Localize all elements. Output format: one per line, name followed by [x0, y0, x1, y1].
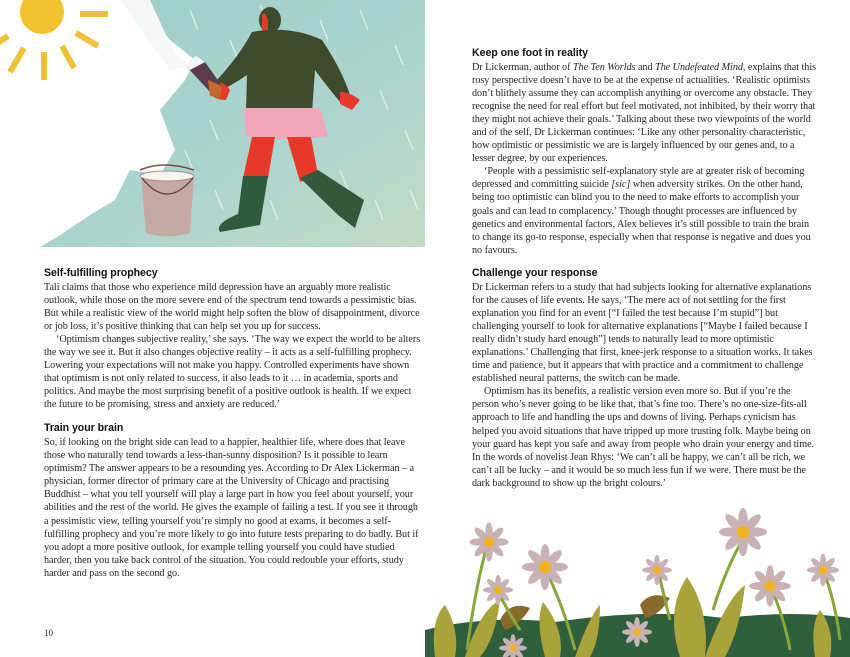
top-illustration: [0, 0, 425, 247]
paragraph: ‘Optimism changes subjective reality,’ she says. ‘The way we expect the world to be alters the way we see it. But it also changes objective reality – it acts as a self-fulfilling prophecy. Lowering your expectations will not make you happy. Controlled experiments have shown that optimism is not only related to success, it also leads to it … in academia, sports and politics. And maybe the most surprising benefit of a positive outlook is health. If we expect the future to be promising, stress and anxiety are reduced.’: [44, 333, 421, 411]
paragraph: So, if looking on the bright side can lead to a happier, healthier life, where does that leave those who naturally tend towards a less-than-sunny disposition? Is it possible to learn optimism? The answer appears to be a resounding yes. According to Dr Alex Lickerman – a physician, former director of primary care at the University of Chicago and practising Buddhist – what you tell yourself will play a large part in how you feel about yourself, your abilities and the rest of the world. He gives the example of failing a test. If you see it through a pessimistic view, telling yourself you’re simply no good at exams, it becomes a self-fulfilling prophecy and you’re more likely to go into future tests preparing to do badly. But if you adopt a more positive outlook, for example telling yourself you could have studied harder, then you take back control of the situation. You could redouble your efforts, study harder and pass on the second go.: [44, 436, 419, 579]
daisy-flower-icon: [719, 508, 767, 556]
text-run: and: [635, 61, 656, 73]
daisy-flower-icon: [622, 617, 652, 647]
daisy-flower-icon: [642, 555, 672, 585]
text-run: , explains that this rosy perspective doesn’t have to be at the expense of actualities. ‘Realistic optimists don’t blithely assume they can accomplish anything or overcome any obstacle. They recognise the need for real effort but feel motivated, not inhibited, by their worry that they might not achieve their goals.’ Talking about these two viewpoints of the world and of the self, Dr Lickerman continues: ‘Like any other personality characteristic, how optimistic or pessimistic we are is largely influenced by our genes and, to a lesser degree, by our experiences.: [472, 61, 817, 165]
text-run: Dr Lickerman, author of: [472, 61, 573, 73]
paragraph: [472, 165, 818, 257]
right-column-lower: [472, 267, 818, 501]
book-title: The Undefeated Mind: [655, 61, 743, 73]
text-run: ‘People with a pessimistic self-explanatory style are at greater risk of becoming depressed and committing suicide: [472, 166, 805, 191]
left-column: [44, 267, 424, 591]
text-run: when adversity strikes. On the other hand, being too optimistic can blind you to the need to make efforts to accomplish your goals and can lead to complacency.’ Though thought processes are influenced by genetics and environmental factors, Alex believes it’s still possible to train the brain to change its go-to response, especially when that response is negative and does you no favours.: [472, 179, 811, 256]
right-column-upper: [472, 47, 818, 268]
section-heading: Self-fulfilling prophecy: [44, 267, 158, 279]
daisy-flower-icon: [469, 522, 508, 561]
section-train-your-brain: [44, 422, 424, 580]
daisies-illustration: [425, 490, 850, 657]
paint-bucket-icon: [140, 165, 194, 237]
paragraph: Dr Lickerman refers to a study that had subjects looking for alternative explanations for the causes of life events. He says, ‘The mere act of not settling for the first explanation you find for an event [“I failed the test because I’m stupid”] but challenging yourself to look for alternative explanations [“Maybe I failed because I really didn’t study hard enough”] tends to naturally lead to more optimistic explanations.’ Challenging that first, knee-jerk response to a situation works. It takes time and patience, but it appears that with practice and a commitment to challenge established neural patterns, the switch can be made.: [472, 281, 813, 385]
daisy-flower-icon: [522, 544, 568, 590]
section-heading: Keep one foot in reality: [472, 47, 588, 59]
paragraph: Tali claims that those who experience mild depression have an arguably more realistic outlook, while those on the more severe end of the spectrum tend towards a pessimistic bias. But while a realistic view of the world might help soften the blow of disappointment, divorce or job loss, it’s positive thinking that can help set you up for success.: [44, 281, 420, 332]
section-challenge-your-response: [472, 267, 818, 490]
section-heading: Train your brain: [44, 422, 124, 435]
sic-note: [sic]: [611, 179, 631, 191]
book-title: The Ten Worlds: [572, 61, 636, 73]
bottom-illustration: [425, 490, 850, 657]
rain-painting-illustration: [0, 0, 425, 247]
section-self-fulfilling-prophecy: [44, 267, 424, 411]
daisy-flower-icon: [807, 554, 839, 586]
section-heading: Challenge your response: [472, 267, 598, 279]
daisy-flower-icon: [483, 575, 513, 605]
paragraph: Optimism has its benefits, a realistic version even more so. But if you’re the person who’s never going to be like that, that’s fine too. There’s no one-size-fits-all approach to life and handling the ups and downs of living. Perhaps cynicism has helped you avoid situations that have tripped up more trusting folk. Maybe being on your guard has kept you safe and away from people who drain your energy and time. In the words of novelist Jean Rhys: ‘We can’t all be happy, we can’t all be rich, we can’t all be lucky – and it would be so much less fun if we were. There must be the dark background to show up the bright colours.’: [472, 386, 815, 489]
page-number: 10: [44, 628, 53, 638]
daisy-flower-icon: [749, 565, 790, 606]
paragraph: [472, 61, 818, 166]
section-keep-one-foot-in-reality: [472, 47, 818, 257]
